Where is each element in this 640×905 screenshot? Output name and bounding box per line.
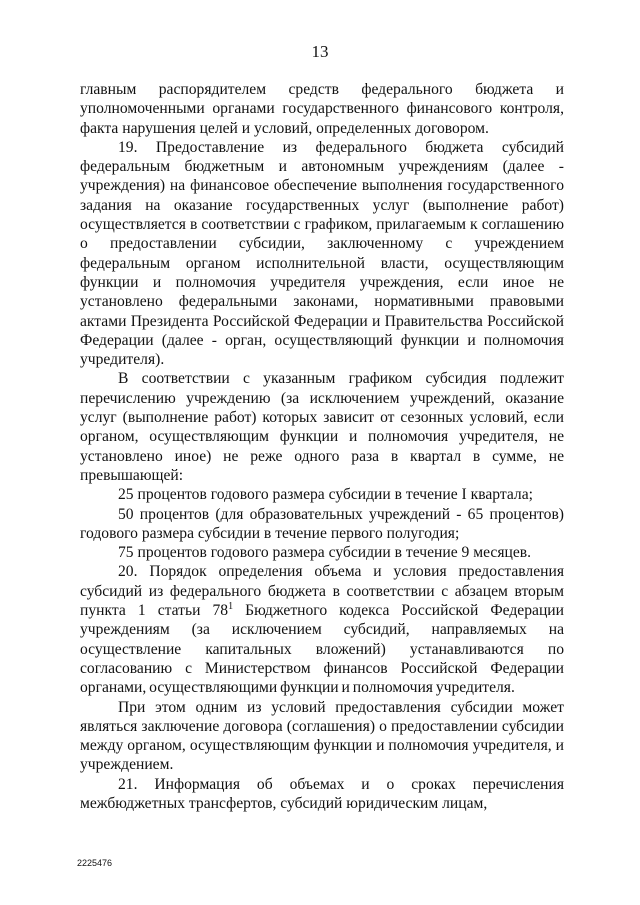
paragraph-item-20 <box>80 562 564 697</box>
paragraph-schedule: В соответствии с указанным графиком субсидия подлежит перечислению учреждению (за исключением учреждений, оказание услуг (выполнение работ) которых зависит от сезонных условий, если органом, осуществляющим функции и полномочия учредителя, не установлено иное) не реже одного раза в квартал в сумме, не превышающей: <box>80 370 564 484</box>
document-body <box>80 80 564 813</box>
paragraph-item-21: 21. Информация об объемах и о сроках перечисления межбюджетных трансфертов, субсидий юридическим лицам, <box>80 775 564 812</box>
paragraph-75-percent: 75 процентов годового размера субсидии в течение 9 месяцев. <box>118 544 532 562</box>
paragraph-continuation: главным распорядителем средств федерального бюджета и уполномоченными органами государственного финансового контроля, факта нарушения целей и условий, определенных договором. <box>80 81 564 137</box>
page-number: 13 <box>311 42 329 61</box>
paragraph-item-20-text-end: Бюджетного кодекса Российской Федерации учреждениям (за исключением субсидий, направляемых на осуществление капитальных вложений) устанавливаются по согласованию с Министерством финансов Российской Федерации органами, осуществляющими функции и полномочия учредителя. <box>80 602 564 697</box>
paragraph-25-percent: 25 процентов годового размера субсидии в течение I квартала; <box>118 486 533 504</box>
paragraph-50-percent: 50 процентов (для образовательных учреждений - 65 процентов) годового размера субсидии в течение первого полугодия; <box>80 505 564 542</box>
paragraph-item-19: 19. Предоставление из федерального бюджета субсидий федеральным бюджетным и автономным учреждениям (далее - учреждения) на финансовое обеспечение выполнения государственного задания на оказание государственных услуг (выполнение работ) осуществляется в соответствии с графиком, прилагаемым к соглашению о предоставлении субсидии, заключенному с учреждением федеральным органом исполнительной власти, осуществляющим функции и полномочия учредителя учреждения, если иное не установлено федеральными законами, нормативными правовыми актами Президента Российской Федерации и Правительства Российской Федерации (далее - орган, осуществляющий функции и полномочия учредителя). <box>80 138 564 369</box>
document-code: 2225476 <box>77 858 113 868</box>
article-superscript: 1 <box>228 600 234 612</box>
paragraph-condition: При этом одним из условий предоставления субсидии может являться заключение договора (соглашения) о предоставлении субсидии между органом, осуществляющим функции и полномочия учредителя, и учреждением. <box>80 698 564 774</box>
paragraph-item-20-text-start: 20. Порядок определения объема и условия предоставления субсидий из федерального бюджета в соответствии с абзацем вторым пункта 1 статьи 78 <box>80 563 564 620</box>
